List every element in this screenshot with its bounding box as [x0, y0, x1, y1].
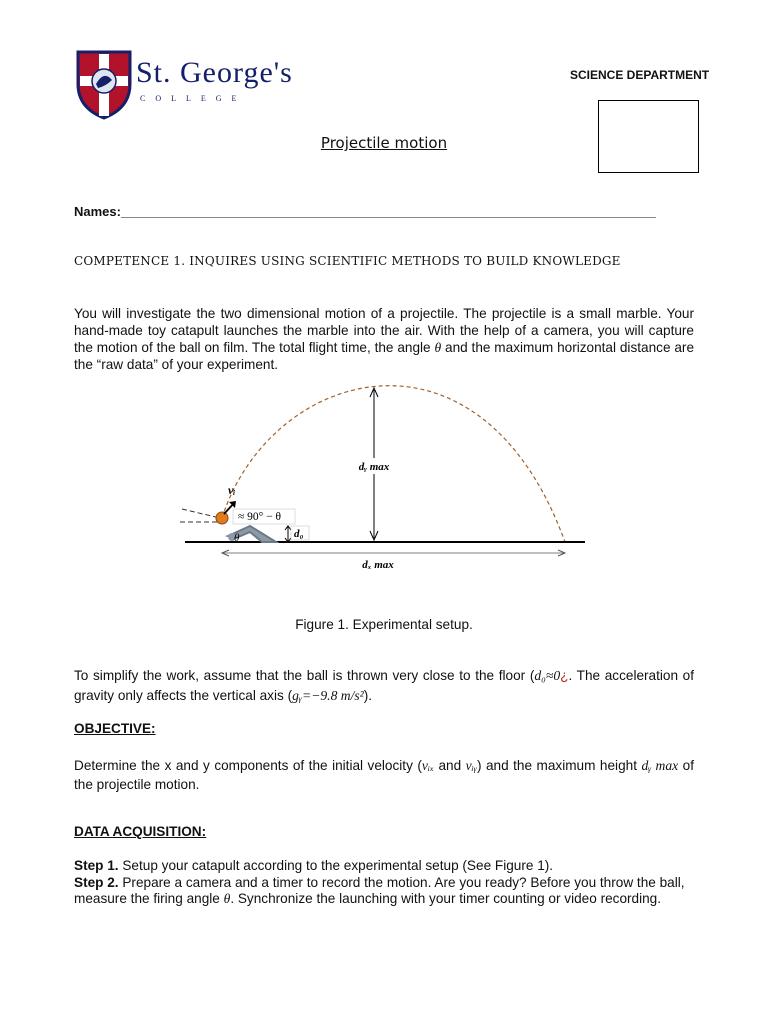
- theta-label: θ: [234, 532, 240, 544]
- step-1-label: Step 1.: [74, 858, 119, 873]
- step-1: [74, 858, 694, 875]
- d0-label: d₀: [294, 528, 304, 540]
- step-1-text: Setup your catapult according to the experimental setup (See Figure 1).: [122, 858, 554, 873]
- figure-caption: Figure 1. Experimental setup.: [295, 617, 473, 632]
- intro-text-after: and the maximum horizontal distance are the “raw data” of your experiment.: [74, 340, 695, 372]
- dx-label: dₓ max: [362, 559, 394, 571]
- steps-list: [74, 858, 694, 908]
- objective-text-2: ) and the maximum height: [476, 758, 637, 773]
- simplify-text-1: To simplify the work, assume that the ball is thrown very close to the floor (: [74, 668, 535, 683]
- viy-symbol: vᵢᵧ: [465, 758, 477, 773]
- objective-text-1: Determine the x and y components of the initial velocity (: [74, 758, 422, 773]
- page-title: Projectile motion: [320, 134, 448, 152]
- glitch-char: ¿: [560, 668, 569, 683]
- objective-heading: OBJECTIVE:: [74, 721, 156, 736]
- intro-paragraph: [74, 305, 694, 373]
- angle-label: ≈ 90° − θ: [238, 511, 282, 523]
- vi-label: vᵢ: [228, 483, 236, 497]
- data-acquisition-heading: DATA ACQUISITION:: [74, 824, 207, 839]
- names-line: [74, 204, 656, 219]
- launch-reference-line: [182, 509, 220, 518]
- objective-text-3: of the projectile motion.: [74, 758, 695, 792]
- dy-label: dᵧ max: [358, 461, 390, 473]
- objective-and: and: [438, 758, 462, 773]
- step-2-theta: θ: [223, 891, 231, 906]
- marble: [216, 512, 228, 524]
- simplify-paragraph: [74, 666, 694, 706]
- competence-heading: COMPETENCE 1. INQUIRES USING SCIENTIFIC METHODS TO BUILD KNOWLEDGE: [74, 254, 621, 268]
- department-label: SCIENCE DEPARTMENT: [570, 68, 710, 82]
- step-2-label: Step 2.: [74, 874, 119, 890]
- theta-symbol: θ: [434, 340, 442, 355]
- objective-paragraph: [74, 756, 694, 794]
- names-blank: __________________________________________________________________________: [120, 204, 656, 219]
- logo-name: St. George's: [136, 56, 293, 89]
- names-label: Names:: [74, 204, 121, 219]
- vix-symbol: vᵢₓ: [421, 758, 434, 773]
- step-2-text-2: . Synchronize the launching with your timer counting or video recording.: [230, 891, 662, 906]
- simplify-text-3: ).: [363, 688, 373, 703]
- d0-equation: d₀≈0: [534, 668, 561, 683]
- gravity-equation: gᵧ=−9.8 m/s²: [292, 688, 364, 703]
- crest-icon: [74, 46, 134, 122]
- experimental-setup-figure: [170, 378, 600, 578]
- step-2-text-1: Prepare a camera and a timer to record the motion. Are you ready? Before you throw the ball, measure the firing angle: [74, 874, 685, 906]
- logo-subtitle: COLLEGE: [140, 94, 247, 103]
- step-2: [74, 875, 694, 908]
- simplify-text-2: . The acceleration of gravity only affects the vertical axis (: [74, 668, 695, 703]
- intro-text-before: You will investigate the two dimensional motion of a projectile. The projectile is a small marble. Your hand-made toy catapult launches the marble into the air. With the help of a camera, you will capture the motion of the ball on film. The total flight time, the angle: [74, 306, 694, 355]
- dymax-symbol: dᵧ max: [641, 758, 679, 773]
